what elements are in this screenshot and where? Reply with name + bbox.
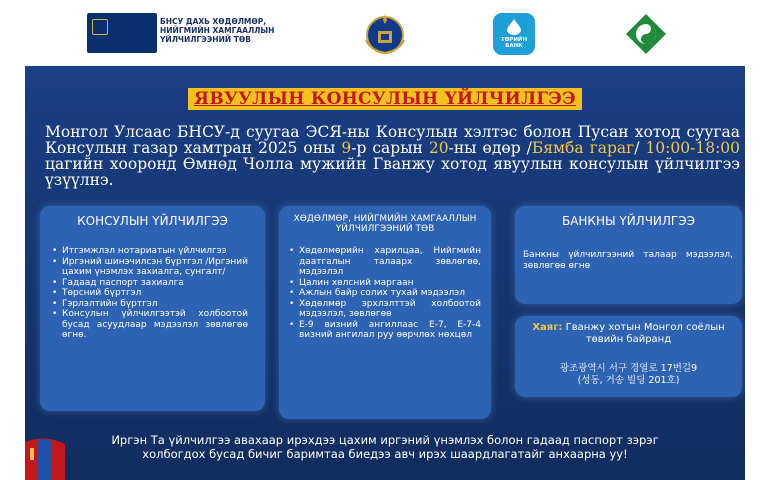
bank-services-card: [515, 206, 742, 304]
state-bank-logo: [493, 13, 535, 55]
state-emblem-icon: [356, 10, 414, 56]
mongolian-flag-icon: [25, 434, 65, 480]
consular-services-list: [52, 246, 248, 341]
list-item: • Консулын үйлчилгээтэй холбоотой бусад асуудлаар мэдээлэл зөвлөгөө өгнө.: [52, 309, 248, 341]
list-item: • Гадаад паспорт захиалга: [52, 278, 248, 289]
list-item: • Төрсний бүртгэл: [52, 288, 248, 299]
page-title: ЯВУУЛЫН КОНСУЛЫН ҮЙЛЧИЛГЭЭ: [25, 88, 745, 110]
list-item: • Цалин хөлсний маргаан: [289, 278, 481, 289]
header-bar: [0, 0, 770, 66]
intro-text: Монгол Улсаас БНСУ-д суугаа ЭСЯ-ны Консулын хэлтэс болон Пусан хотод суугаа Консулын газар хамтран 2025 оны 9-р сарын 20-ны өдөр /Бямба гараг/ 10:00-18:00 цагийн хооронд Өмнөд Чолла мужийн Гванжу хотод явуулын консулын үйлчилгээ үзүүлнэ.: [45, 123, 741, 189]
labor-services-list: [289, 246, 481, 341]
social-insurance-logo-icon: [624, 12, 668, 56]
consular-services-card: [40, 206, 265, 411]
address-card: [515, 316, 742, 397]
list-item: • Гэрлэлтийн бүртгэл: [52, 299, 248, 310]
labor-services-title: ХӨДӨЛМӨР, НИЙГМИЙН ХАМГААЛЛЫН ҮЙЛЧИЛГЭЭНИЙ ТӨВ: [293, 214, 477, 234]
address-label: Хаяг:: [532, 322, 563, 333]
list-item: • Ажлын байр солих тухай мэдээлэл: [289, 288, 481, 299]
list-item: • Иргэний шинэчилсэн бүртгэл /Иргэний цахим үнэмлэх захиалга, сунгалт/: [52, 257, 248, 278]
address-korean: 광조광역시 서구 경열로 17번길9 (성동, 거송 빌딩 201호): [559, 363, 698, 386]
list-item: • Итгэмжлэл нотариатын үйлчилгээ: [52, 246, 248, 257]
list-item: • Хөдөлмөр эрхлэлттэй холбоотой мэдээлэл, зөвлөгөө: [289, 299, 481, 320]
labor-center-logo-text: БНСУ ДАХЬ ХӨДӨЛМӨР, НИЙГМИЙН ХАМГААЛЛЫН ҮЙЛЧИЛГЭЭНИЙ ТӨВ: [160, 17, 275, 44]
bank-logo-text: ТӨРИЙН БАНК: [500, 37, 528, 49]
list-item: • Хөдөлмөрийн харилцаа, Нийгмийн даатгалын талаарх зөвлөгөө, мэдээлэл: [289, 246, 481, 278]
main-panel: [25, 66, 745, 480]
labor-center-logo: [87, 13, 157, 53]
bank-services-title: БАНКНЫ ҮЙЛЧИЛГЭЭ: [561, 214, 696, 228]
consular-services-title: КОНСУЛЫН ҮЙЛЧИЛГЭЭ: [77, 214, 228, 228]
bank-services-text: Банкны үйлчилгээний талаар мэдээлэл, зөвлөгөө өгнө: [523, 250, 733, 271]
soyombo-icon: [92, 19, 108, 35]
labor-services-card: [279, 206, 491, 419]
notice-text: Иргэн Та үйлчилгээ авахаар ирэхдээ цахим иргэний үнэмлэх болон гадаад паспорт зэрэг холбогдох бусад бичиг баримтаа биедээ авч ирэх шаардлагатайг анхаарна уу!: [111, 433, 659, 461]
list-item: • E-9 визний ангиллаас E-7, E-7-4 визний ангилал руу өөрчлөх нөхцөл: [289, 320, 481, 341]
address-text: Хаяг: Гванжу хотын Монгол соёлын төвийн байранд: [532, 322, 725, 345]
bank-drop-icon: [507, 19, 521, 35]
